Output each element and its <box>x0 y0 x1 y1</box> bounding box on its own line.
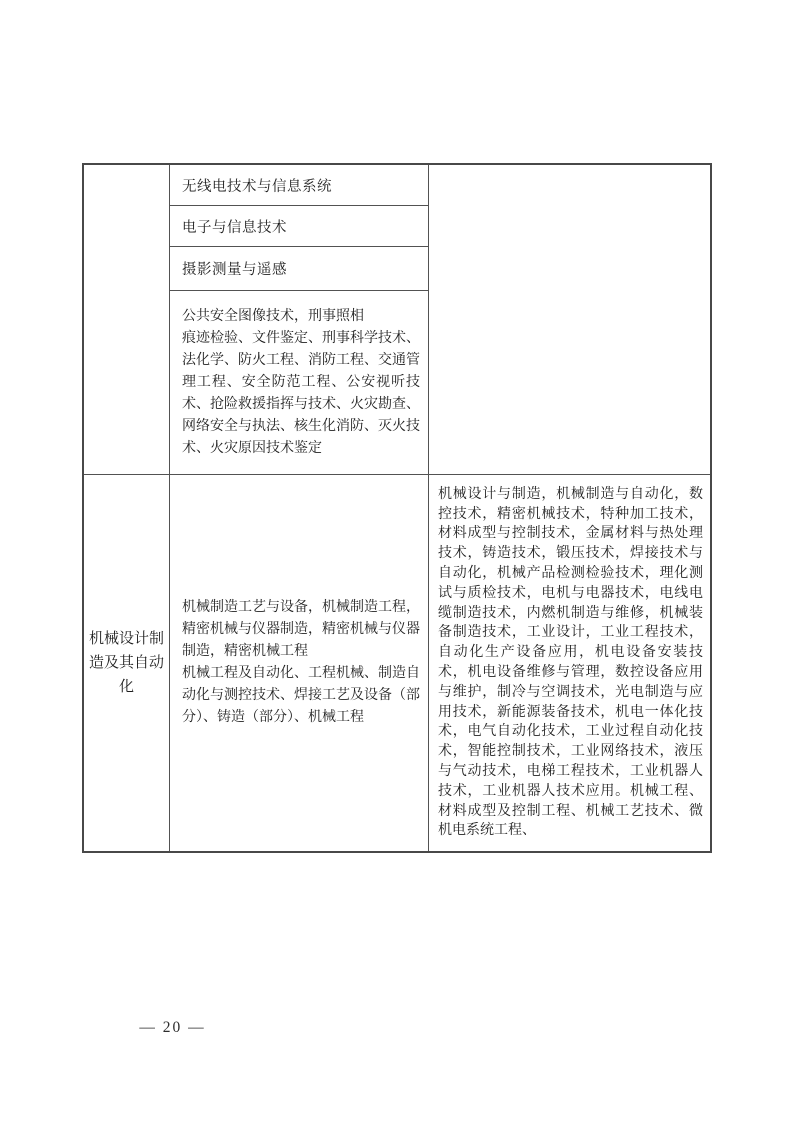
major-row <box>170 206 428 247</box>
major-multi-line1: 公共安全图像技术，刑事照相 <box>182 308 364 324</box>
category-label: 机械设计制造及其自动化 <box>88 631 164 695</box>
page-number: — 20 — <box>139 1019 206 1036</box>
majors-cell <box>170 475 429 851</box>
major-multi-rest: 痕迹检验、文件鉴定、刑事科学技术、法化学、防火工程、消防工程、交通管理工程、安全防范工程、公安视听技术、抢险救援指挥与技术、火灾勘查、网络安全与执法、核生化消防、灭火技术、火灾原因技术鉴定 <box>182 330 420 456</box>
major-row <box>170 247 428 291</box>
major-multi-cell <box>170 291 428 474</box>
category-cell-empty <box>84 165 170 474</box>
table-row-block-continued <box>84 165 710 475</box>
majors-column <box>170 165 429 474</box>
major-label: 摄影测量与遥感 <box>182 262 287 278</box>
major-label: 电子与信息技术 <box>182 219 287 236</box>
related-majors-cell <box>429 475 710 851</box>
major-row <box>170 165 428 206</box>
related-majors-cell-empty <box>429 165 710 474</box>
majors-paragraph-1: 机械制造工艺与设备，机械制造工程，精密机械与仪器制造，精密机械与仪器制造，精密机械工程 <box>182 600 420 659</box>
table-row-block-mechanical <box>84 475 710 851</box>
majors-paragraph-2: 机械工程及自动化、工程机械、制造自动化与测控技术、焊接工艺及设备（部分）、铸造（部分）、机械工程 <box>182 666 420 725</box>
major-label: 无线电技术与信息系统 <box>182 178 332 195</box>
category-cell <box>84 475 170 851</box>
related-majors-text: 机械设计与制造，机械制造与自动化，数控技术，精密机械技术，特种加工技术，材料成型与控制技术，金属材料与热处理技术，铸造技术，锻压技术，焊接技术与自动化，机械产品检测检验技术，理化测试与质检技术，电机与电器技术，电线电缆制造技术，内燃机制造与维修，机械装备制造技术，工业设计，工业工程技术，自动化生产设备应用，机电设备安装技术，机电设备维修与管理，数控设备应用与维护，制冷与空调技术，光电制造与应用技术，新能源装备技术，机电一体化技术，电气自动化技术，工业过程自动化技术，智能控制技术，工业网络技术，液压与气动技术，电梯工程技术，工业机器人技术，工业机器人技术应用。机械工程、材料成型及控制工程、机械工艺技术、微机电系统工程、 <box>438 486 703 839</box>
majors-mapping-table <box>82 163 712 853</box>
